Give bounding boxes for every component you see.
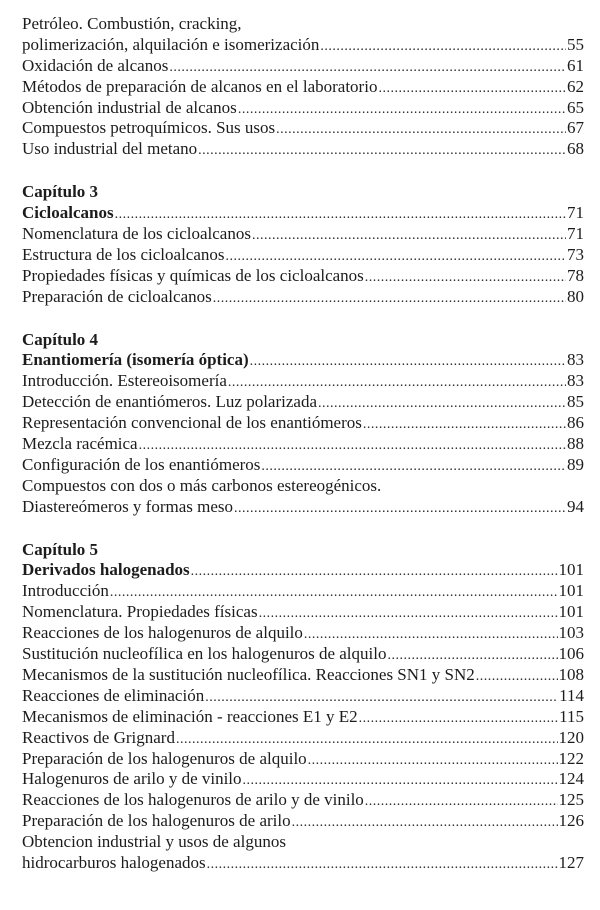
toc-entry-text: Uso industrial del metano <box>22 139 198 159</box>
toc-entry-text: Mecanismos de eliminación - reacciones E1 y E2 <box>22 706 358 726</box>
toc-entry[interactable] <box>22 581 584 602</box>
dot-leader <box>320 37 566 58</box>
toc-entry-text: Nomenclatura de los cicloalcanos <box>22 224 251 244</box>
toc-page-number: 103 <box>558 623 584 643</box>
dot-leader <box>169 58 566 79</box>
toc-page-number: 120 <box>558 727 584 747</box>
toc-page-number: 88 <box>567 434 584 454</box>
toc-page-number: 101 <box>558 581 584 601</box>
toc-entry-text: Oxidación de alcanos <box>22 55 169 75</box>
toc-page-number: 94 <box>567 496 584 516</box>
toc-entry[interactable] <box>22 497 584 518</box>
toc-entry[interactable] <box>22 665 584 686</box>
toc-page-number: 122 <box>558 748 584 768</box>
toc-entry-text: Sustitución nucleofílica en los halogenuros de alquilo <box>22 644 387 664</box>
chapter-title-entry[interactable] <box>22 560 584 581</box>
dot-leader <box>387 646 557 667</box>
toc-entry-text: Petróleo. Combustión, cracking, <box>22 14 242 33</box>
dot-leader <box>139 436 566 457</box>
toc-entry-text: Obtencion industrial y usos de algunos <box>22 832 286 852</box>
toc-entry[interactable] <box>22 686 584 707</box>
toc-page-number: 85 <box>567 392 584 412</box>
dot-leader <box>238 100 566 121</box>
dot-leader <box>363 415 566 436</box>
toc-page-number: 83 <box>567 350 584 370</box>
toc-entry-text: Métodos de preparación de alcanos en el laboratorio <box>22 76 378 96</box>
toc-entry-text: Mezcla racémica <box>22 434 138 454</box>
toc-page-number: 106 <box>558 644 584 664</box>
toc-entry[interactable] <box>22 769 584 790</box>
toc-entry-text: Estructura de los cicloalcanos <box>22 244 225 264</box>
toc-page-number: 101 <box>558 602 584 622</box>
section-spacer <box>22 160 584 182</box>
toc-page-number: 61 <box>567 55 584 75</box>
dot-leader <box>250 352 566 373</box>
toc-page-number: 115 <box>559 706 584 726</box>
toc-entry-text: Diastereómeros y formas meso <box>22 496 234 516</box>
dot-leader <box>226 247 566 268</box>
toc-entry[interactable] <box>22 434 584 455</box>
toc-page-number: 78 <box>567 265 584 285</box>
toc-page-number: 71 <box>567 203 584 223</box>
toc-entry-text: Compuestos petroquímicos. Sus usos <box>22 118 276 138</box>
toc-page-number: 125 <box>558 790 584 810</box>
toc-entry-text: Representación convencional de los enantiómeros <box>22 413 362 433</box>
dot-leader <box>304 625 558 646</box>
dot-leader <box>308 751 558 772</box>
toc-entry-text: Reactivos de Grignard <box>22 727 175 747</box>
toc-entry[interactable] <box>22 77 584 98</box>
toc-entry-text: Reacciones de eliminación <box>22 685 205 705</box>
dot-leader <box>292 813 558 834</box>
dot-leader <box>261 457 566 478</box>
dot-leader <box>378 79 566 100</box>
toc-page-number: 89 <box>567 454 584 474</box>
dot-leader <box>476 667 558 688</box>
dot-leader <box>243 771 558 792</box>
dot-leader <box>365 792 558 813</box>
intro-section <box>22 14 584 160</box>
section-spacer <box>22 308 584 330</box>
toc-entry-text: Reacciones de los halogenuros de arilo y de vinilo <box>22 790 364 810</box>
chapter-title: Enantiomería (isomería óptica) <box>22 350 249 370</box>
toc-entry-text: Preparación de los halogenuros de arilo <box>22 811 291 831</box>
toc-page-number: 114 <box>559 685 584 705</box>
dot-leader <box>198 141 566 162</box>
toc-entry[interactable] <box>22 644 584 665</box>
dot-leader <box>207 855 558 876</box>
chapter-title: Cicloalcanos <box>22 203 114 223</box>
toc-entry-text: Introducción <box>22 581 109 601</box>
chapter-heading: Capítulo 3 <box>22 182 99 202</box>
toc-entry[interactable] <box>22 224 584 245</box>
toc-entry[interactable] <box>22 287 584 308</box>
toc-entry[interactable] <box>22 371 584 392</box>
toc-page-number: 68 <box>567 139 584 159</box>
dot-leader <box>176 730 558 751</box>
chapter-4-section <box>22 330 584 518</box>
dot-leader <box>359 709 558 730</box>
toc-entry-text: Preparación de los halogenuros de alquilo <box>22 748 307 768</box>
toc-page-number: 67 <box>567 118 584 138</box>
toc-entry-text: Mecanismos de la sustitución nucleofílica. Reacciones SN1 y SN2 <box>22 664 475 684</box>
chapter-3-section <box>22 182 584 307</box>
toc-entry[interactable] <box>22 707 584 728</box>
chapter-title: Derivados halogenados <box>22 560 190 580</box>
toc-entry-text: hidrocarburos halogenados <box>22 852 206 872</box>
toc-entry[interactable] <box>22 35 584 56</box>
dot-leader <box>276 120 566 141</box>
toc-entry-text: Propiedades físicas y químicas de los cicloalcanos <box>22 265 364 285</box>
chapter-heading: Capítulo 5 <box>22 539 99 559</box>
chapter-title-entry[interactable] <box>22 350 584 371</box>
toc-entry[interactable] <box>22 811 584 832</box>
toc-entry-text: Compuestos con dos o más carbonos estereogénicos. <box>22 475 382 495</box>
toc-page-number: 65 <box>567 97 584 117</box>
toc-entry[interactable] <box>22 749 584 770</box>
toc-entry[interactable] <box>22 623 584 644</box>
dot-leader <box>318 394 566 415</box>
toc-entry[interactable] <box>22 245 584 266</box>
dot-leader <box>252 226 566 247</box>
dot-leader <box>110 583 558 604</box>
toc-entry[interactable] <box>22 728 584 749</box>
toc-entry[interactable] <box>22 602 584 623</box>
toc-page-number: 86 <box>567 413 584 433</box>
toc-page-number: 108 <box>558 664 584 684</box>
toc-entry[interactable] <box>22 56 584 77</box>
toc-entry[interactable] <box>22 413 584 434</box>
toc-entry-text: Reacciones de los halogenuros de alquilo <box>22 623 303 643</box>
toc-page-number: 101 <box>558 560 584 580</box>
dot-leader <box>365 268 566 289</box>
toc-entry[interactable] <box>22 139 584 160</box>
chapter-5-section <box>22 540 584 874</box>
dot-leader <box>234 499 566 520</box>
toc-entry[interactable] <box>22 118 584 139</box>
toc-entry-text: Preparación de cicloalcanos <box>22 286 212 306</box>
toc-entry-text: Detección de enantiómeros. Luz polarizada <box>22 392 318 412</box>
toc-page-number: 71 <box>567 224 584 244</box>
dot-leader <box>259 604 558 625</box>
toc-page-number: 73 <box>567 244 584 264</box>
toc-page-number: 127 <box>558 852 584 872</box>
toc-entry[interactable] <box>22 98 584 119</box>
toc-entry-text: Configuración de los enantiómeros <box>22 454 261 474</box>
toc-entry[interactable] <box>22 266 584 287</box>
toc-page-number: 83 <box>567 371 584 391</box>
toc-entry[interactable] <box>22 392 584 413</box>
chapter-heading: Capítulo 4 <box>22 329 99 349</box>
toc-entry-text: Halogenuros de arilo y de vinilo <box>22 769 242 789</box>
toc-page-number: 55 <box>567 34 584 54</box>
chapter-title-entry[interactable] <box>22 203 584 224</box>
dot-leader <box>205 688 558 709</box>
toc-entry[interactable] <box>22 853 584 874</box>
dot-leader <box>115 205 566 226</box>
toc-page-number: 126 <box>558 811 584 831</box>
toc-entry-text: Obtención industrial de alcanos <box>22 97 237 117</box>
toc-page-number: 124 <box>558 769 584 789</box>
toc-entry-text: Introducción. Estereoisomería <box>22 371 227 391</box>
section-spacer <box>22 518 584 540</box>
toc-entry-text: polimerización, alquilación e isomerización <box>22 34 320 54</box>
toc-page-number: 62 <box>567 76 584 96</box>
toc-entry[interactable] <box>22 455 584 476</box>
dot-leader <box>213 289 566 310</box>
toc-page-number: 80 <box>567 286 584 306</box>
toc-entry[interactable] <box>22 790 584 811</box>
toc-entry-text: Nomenclatura. Propiedades físicas <box>22 602 258 622</box>
dot-leader <box>228 373 566 394</box>
dot-leader <box>191 562 558 583</box>
